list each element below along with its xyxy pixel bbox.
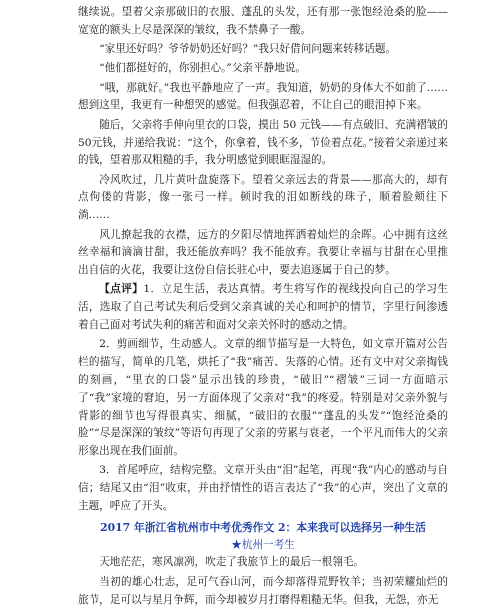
paragraph: 天地茫茫，寒风凛冽，吹走了我旅节上的最后一根翎毛。 <box>99 556 365 569</box>
comment-label: 【点评】 <box>99 283 144 296</box>
paragraph: “他们都挺好的，你别担心。”父亲平静地说。 <box>99 62 306 75</box>
paragraph: “哦，那就好。”我也平静地应了一声。我知道，奶奶的身体大不如前了……想到这里，我更有一种想哭的感觉。但我强忍着，不让自己的眼泪掉下来。 <box>78 81 448 112</box>
paragraph: 继续说。望着父亲那破旧的衣服、蓬乱的头发，还有那一张饱经沧桑的脸——宽宽的额头上尽是深深的皱纹，我不禁鼻子一酸。 <box>78 6 448 36</box>
paragraph: 当初的雄心壮志，足可气吞山河，而今却落得荒野牧羊；当初荣耀灿烂的旅节，足可以与星月争辉，而今却被岁月打磨得粗糙无华。但我，无怨，亦无 <box>78 575 448 606</box>
comment-paragraph: 2．剪画细节，生动感人。文章的细节描写是一大特色，如文章开篇对公告栏的描写，简单的几笔，烘托了“我”痛苦、失落的心情。还有文中对父亲掏钱的刻画，“里衣的口袋”显示出钱的珍贵，“破旧”“褶皱”三词一方面暗示了“我”家境的窘迫，另一方面体现了父亲对“我”的疼爱。特别是对父亲外貌与背影的细节也写得很真实、细腻，“破旧的衣服”“蓬乱的头发”“饱经沧桑的脸”“尽是深深的皱纹”等语句再现了父亲的劳累与衰老，一个平凡而伟大的父亲形象出现在我们面前。 <box>78 338 448 458</box>
comment-paragraph <box>78 281 448 334</box>
essay-byline: ★杭州一考生 <box>231 538 295 551</box>
comment-text: 1．立足生活，表达真情。考生将写作的视线投向自己的学习生活，选取了自己考试失利后受到父亲真诚的关心和呵护的情节，字里行间渗透着自己面对考试失利的痛苦和面对父亲关怀时的感动之情。 <box>78 283 448 332</box>
paragraph: “家里还好吗？爷爷奶奶还好吗？”我只好借问问题来转移话题。 <box>99 43 397 56</box>
paragraph: 随后，父亲将手伸向里衣的口袋，摸出 50 元钱——有点破旧、充满褶皱的50元钱，并递给我说：“这个，你拿着，钱不多，节俭着点花。”接着父亲递过来的钱，望着那双粗糙的手，我分明感觉到眼眶湿湿的。 <box>78 118 448 167</box>
essay-title: 2017 年浙江省杭州市中考优秀作文 2：本来我可以选择另一种生活 <box>100 520 426 534</box>
paragraph: 冷风吹过，几片黄叶盘旋落下。望着父亲远去的背景——那高大的，却有点佝偻的背影，像一张弓一样。顿时我的泪如断线的珠子，顺着脸颊往下淌…… <box>78 173 448 222</box>
comment-paragraph: 3．首尾呼应，结构完整。文章开头由“泪”起笔，再现“我”内心的感动与自信；结尾又由“泪”收束，并由抒情性的语言表达了“我”的心声，突出了文章的主题，呼应了开头。 <box>78 464 448 513</box>
paragraph: 风儿撩起我的衣襟，远方的夕阳尽情地挥洒着灿烂的余晖。心中拥有这丝丝幸福和滴滴甘甜，我还能放弃吗？我不能放弃。我要让幸福与甘甜在心里推出自信的火花，我要让这份自信长驻心中，要去追逐属于自己的梦。 <box>78 228 448 277</box>
